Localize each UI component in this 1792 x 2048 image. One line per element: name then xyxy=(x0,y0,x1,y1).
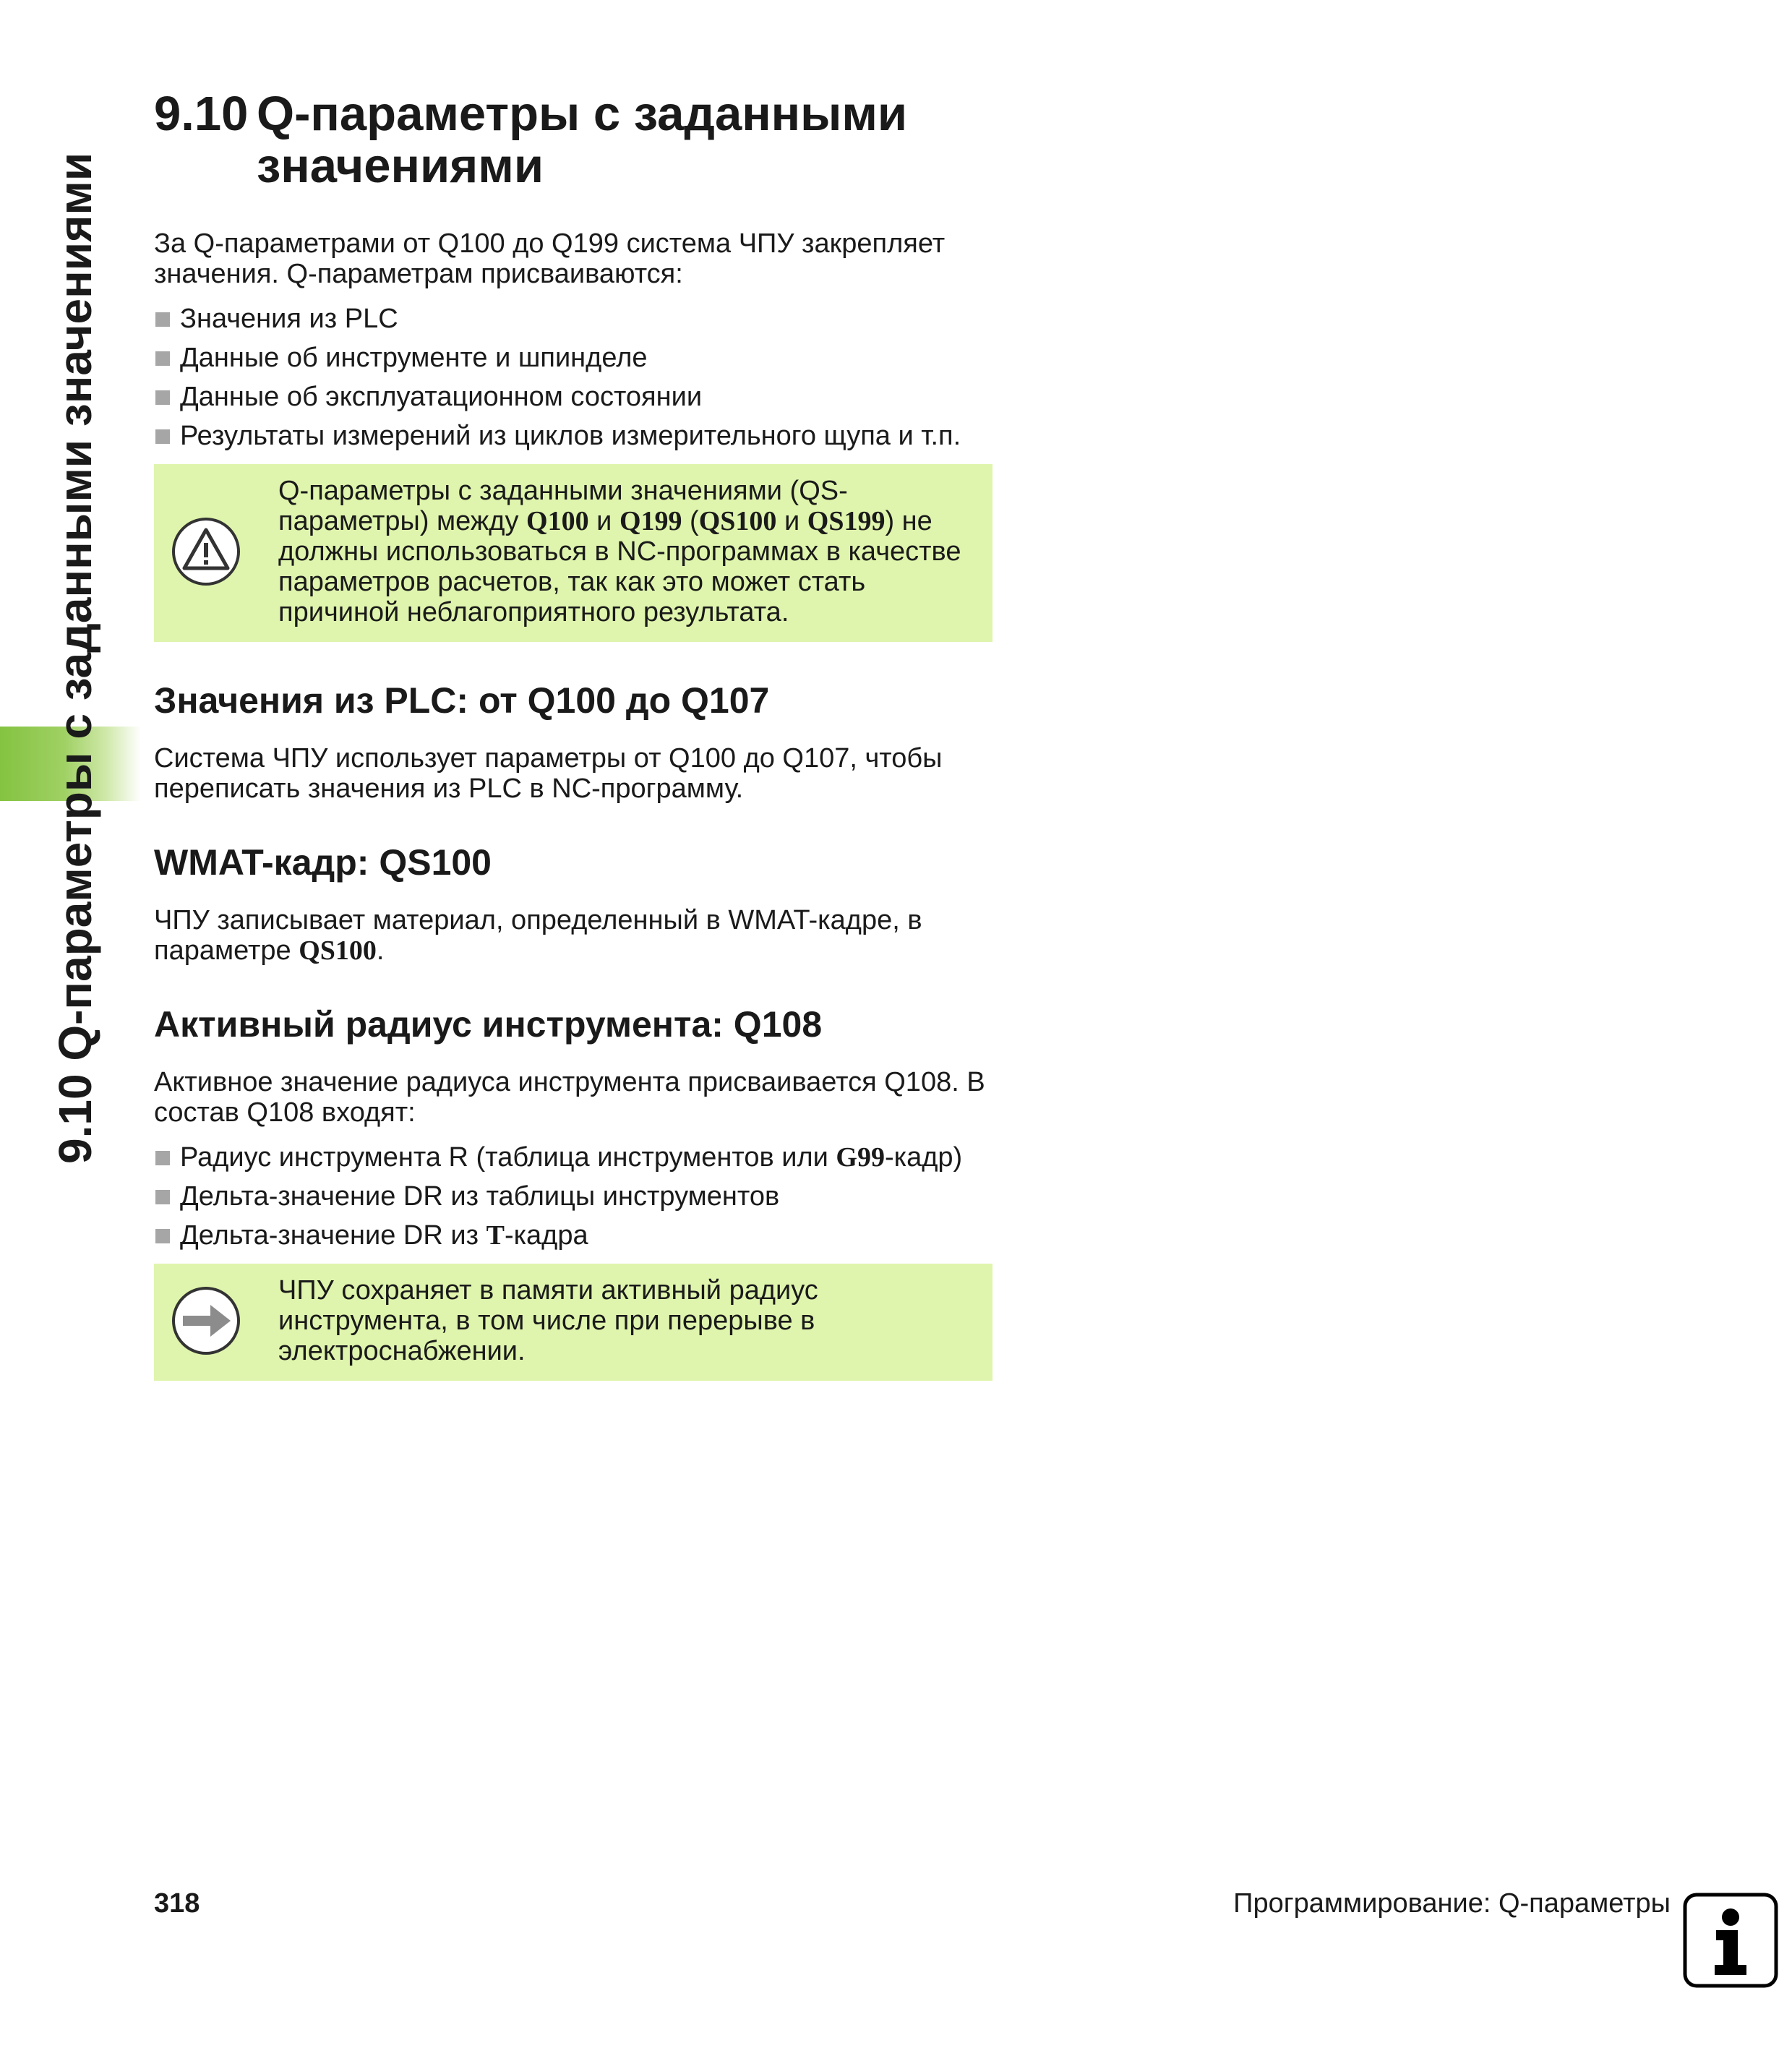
warning-note-text: Q-параметры с заданными значениями (QS-параметры) между Q100 и Q199 (QS100 и QS199) не должны использоваться в NC-программах в качестве параметров расчетов, так как это может стать причиной неблагоприятного результата. xyxy=(278,476,961,627)
warning-triangle-icon xyxy=(170,515,242,588)
info-icon xyxy=(1683,1893,1778,1988)
list-item: Дельта-значение DR из таблицы инструментов xyxy=(154,1181,993,1212)
intro-paragraph: За Q-параметрами от Q100 до Q199 система ЧПУ закрепляет значения. Q-параметрам присваиваются: xyxy=(154,228,946,289)
info-note-text: ЧПУ сохраняет в памяти активный радиус инструмента, в том числе при перерыве в электроснабжении. xyxy=(278,1275,818,1366)
info-note xyxy=(154,1264,993,1381)
plc-section-text: Система ЧПУ использует параметры от Q100 до Q107, чтобы переписать значения из PLC в NC-программу. xyxy=(154,743,943,804)
warning-note xyxy=(154,464,993,642)
side-running-title: 9.10 Q-параметры с заданными значениями xyxy=(49,152,101,1164)
radius-section-heading: Активный радиус инструмента: Q108 xyxy=(154,1004,823,1045)
list-item: Данные об инструменте и шпинделе xyxy=(154,343,993,373)
arrow-right-icon xyxy=(170,1285,242,1357)
footer-chapter-title: Программирование: Q-параметры xyxy=(1233,1888,1671,1919)
list-item: Радиус инструмента R (таблица инструментов или G99-кадр) xyxy=(154,1142,993,1173)
page-content xyxy=(154,88,993,1381)
radius-bullet-list xyxy=(154,1142,993,1251)
page-number: 318 xyxy=(154,1888,200,1919)
section-heading xyxy=(154,88,993,192)
intro-bullet-list xyxy=(154,304,993,451)
wmat-section-heading: WMAT-кадр: QS100 xyxy=(154,842,492,883)
list-item: Результаты измерений из циклов измерительного щупа и т.п. xyxy=(154,421,993,451)
radius-section-text: Активное значение радиуса инструмента присваивается Q108. В состав Q108 входят: xyxy=(154,1067,985,1128)
list-item: Дельта-значение DR из T-кадра xyxy=(154,1220,993,1251)
section-number: 9.10 xyxy=(154,87,249,141)
section-title: Q-параметры с заданными значениями xyxy=(257,87,908,193)
plc-section-heading: Значения из PLC: от Q100 до Q107 xyxy=(154,680,770,721)
list-item: Значения из PLC xyxy=(154,304,993,334)
list-item: Данные об эксплуатационном состоянии xyxy=(154,382,993,412)
wmat-section-text: ЧПУ записывает материал, определенный в WMAT-кадре, в параметре QS100. xyxy=(154,905,922,966)
